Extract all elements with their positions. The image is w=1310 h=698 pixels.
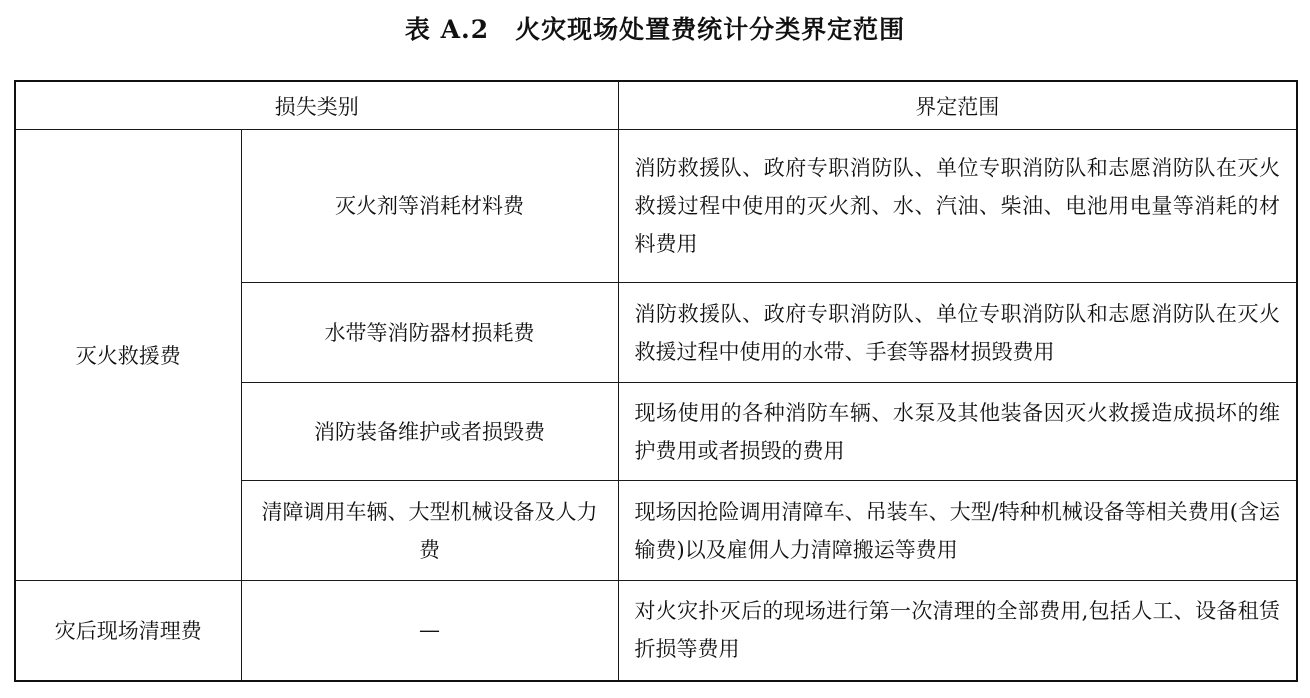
scope-cell: 消防救援队、政府专职消防队、单位专职消防队和志愿消防队在灭火救援过程中使用的水带、手套等器材损毁费用 xyxy=(618,283,1297,383)
category-cell: 灾后现场清理费 xyxy=(15,581,241,681)
table-title-text: 火灾现场处置费统计分类界定范围 xyxy=(515,15,906,44)
subcategory-cell: 灭火剂等消耗材料费 xyxy=(241,130,618,283)
scope-cell: 消防救援队、政府专职消防队、单位专职消防队和志愿消防队在灭火救援过程中使用的灭火剂、水、汽油、柴油、电池用电量等消耗的材料费用 xyxy=(618,130,1297,283)
scope-table xyxy=(14,80,1298,682)
table-row xyxy=(15,581,1297,681)
scope-cell: 现场因抢险调用清障车、吊装车、大型/特种机械设备等相关费用(含运输费)以及雇佣人力清障搬运等费用 xyxy=(618,481,1297,581)
table-number: 表 A.2 xyxy=(404,15,490,44)
subcategory-cell: — xyxy=(241,581,618,681)
scope-cell: 对火灾扑灭后的现场进行第一次清理的全部费用,包括人工、设备租赁折损等费用 xyxy=(618,581,1297,681)
scope-cell: 现场使用的各种消防车辆、水泵及其他装备因灭火救援造成损坏的维护费用或者损毁的费用 xyxy=(618,383,1297,481)
table-row xyxy=(15,130,1297,283)
subcategory-cell: 水带等消防器材损耗费 xyxy=(241,283,618,383)
subcategory-cell: 清障调用车辆、大型机械设备及人力费 xyxy=(241,481,618,581)
category-cell: 灭火救援费 xyxy=(15,130,241,581)
header-scope: 界定范围 xyxy=(618,81,1297,130)
header-loss-category: 损失类别 xyxy=(15,81,618,130)
table-header-row xyxy=(15,81,1297,130)
table-title xyxy=(0,10,1310,50)
subcategory-cell: 消防装备维护或者损毁费 xyxy=(241,383,618,481)
